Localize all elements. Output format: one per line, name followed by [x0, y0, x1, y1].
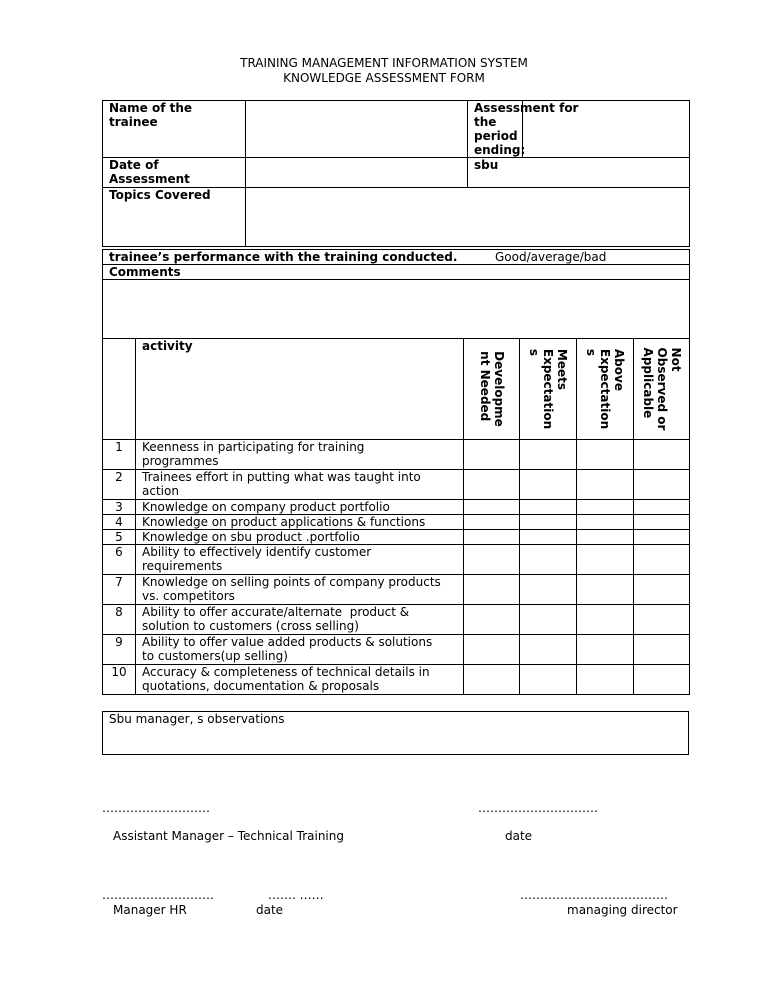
col-not-observed: Not Observed or Applicable	[634, 339, 690, 440]
activity-row	[103, 545, 690, 575]
rating-development-needed-cell[interactable]	[464, 605, 520, 635]
form-title-line2: KNOWLEDGE ASSESSMENT FORM	[283, 71, 485, 85]
topics-label: Topics Covered	[103, 188, 246, 247]
performance-table	[102, 249, 690, 695]
rating-not-observed-cell[interactable]	[634, 530, 690, 545]
rating-development-needed-cell[interactable]	[464, 635, 520, 665]
rating-meets-expectations-cell[interactable]	[520, 470, 577, 500]
activity-row-number: 8	[103, 605, 136, 635]
date-label-2: date	[256, 903, 284, 917]
rating-meets-expectations-cell[interactable]	[520, 530, 577, 545]
rating-not-observed-cell[interactable]	[634, 575, 690, 605]
trainee-name-field[interactable]	[246, 101, 468, 158]
rating-not-observed-cell[interactable]	[634, 545, 690, 575]
activity-description: Trainees effort in putting what was taught into action	[136, 470, 464, 500]
topics-field[interactable]	[246, 188, 690, 247]
rating-development-needed-cell[interactable]	[464, 515, 520, 530]
rating-not-observed-cell[interactable]	[634, 500, 690, 515]
observations-table	[102, 711, 689, 755]
activity-row	[103, 470, 690, 500]
activity-row-number: 7	[103, 575, 136, 605]
activity-row	[103, 665, 690, 695]
activity-row-number: 3	[103, 500, 136, 515]
signature-line-asst-manager[interactable]: ………………………	[102, 801, 210, 815]
rating-development-needed-cell[interactable]	[464, 530, 520, 545]
date-label-1: date	[505, 829, 533, 843]
row-number-header	[103, 339, 136, 440]
activity-row	[103, 605, 690, 635]
signature-line-date-2[interactable]: ……. ……	[268, 888, 324, 902]
col-meets-expectations: Meets Expectation s	[520, 339, 577, 440]
col-development-needed: Developme nt Needed	[464, 339, 520, 440]
assessment-date-label: Date of Assessment	[103, 158, 246, 188]
manager-hr-label: Manager HR	[113, 903, 187, 917]
activity-description: Knowledge on product applications & functions	[136, 515, 464, 530]
rating-development-needed-cell[interactable]	[464, 545, 520, 575]
activity-row-number: 9	[103, 635, 136, 665]
rating-above-expectations-cell[interactable]	[577, 605, 634, 635]
activity-description: Ability to effectively identify customer requirements	[136, 545, 464, 575]
rating-development-needed-cell[interactable]	[464, 575, 520, 605]
rating-above-expectations-cell[interactable]	[577, 545, 634, 575]
rating-development-needed-cell[interactable]	[464, 470, 520, 500]
rating-options[interactable]: Good/average/bad	[495, 250, 607, 264]
form-title-line1: TRAINING MANAGEMENT INFORMATION SYSTEM	[240, 56, 528, 70]
trainee-name-label: Name of the trainee	[103, 101, 246, 158]
rating-not-observed-cell[interactable]	[634, 440, 690, 470]
rating-meets-expectations-cell[interactable]	[520, 605, 577, 635]
activity-row	[103, 515, 690, 530]
activity-header: activity	[136, 339, 464, 440]
managing-director-label: managing director	[567, 903, 678, 917]
rating-above-expectations-cell[interactable]	[577, 515, 634, 530]
signature-line-manager-hr[interactable]: ……………………….	[102, 888, 214, 902]
activity-description: Knowledge on company product portfolio	[136, 500, 464, 515]
rating-not-observed-cell[interactable]	[634, 665, 690, 695]
rating-meets-expectations-cell[interactable]	[520, 440, 577, 470]
rating-above-expectations-cell[interactable]	[577, 470, 634, 500]
rating-development-needed-cell[interactable]	[464, 500, 520, 515]
rating-meets-expectations-cell[interactable]	[520, 635, 577, 665]
rating-not-observed-cell[interactable]	[634, 605, 690, 635]
activity-description: Ability to offer value added products & solutions to customers(up selling)	[136, 635, 464, 665]
activity-description: Accuracy & completeness of technical details in quotations, documentation & proposals	[136, 665, 464, 695]
activity-row-number: 4	[103, 515, 136, 530]
comments-field[interactable]	[103, 280, 690, 339]
col-above-expectations: Above Expectation s	[577, 339, 634, 440]
activity-row	[103, 530, 690, 545]
activity-row-number: 2	[103, 470, 136, 500]
activity-description: Ability to offer accurate/alternate product & solution to customers (cross selling)	[136, 605, 464, 635]
rating-above-expectations-cell[interactable]	[577, 500, 634, 515]
rating-meets-expectations-cell[interactable]	[520, 545, 577, 575]
rating-meets-expectations-cell[interactable]	[520, 665, 577, 695]
activity-description: Keenness in participating for training programmes	[136, 440, 464, 470]
rating-meets-expectations-cell[interactable]	[520, 515, 577, 530]
observations-field[interactable]	[103, 712, 689, 755]
activity-row-number: 1	[103, 440, 136, 470]
observations-label: Sbu manager, s observations	[109, 712, 285, 726]
period-label: Assessment for the period ending:	[468, 101, 523, 158]
comments-label: Comments	[103, 265, 690, 280]
rating-meets-expectations-cell[interactable]	[520, 500, 577, 515]
activity-row-number: 10	[103, 665, 136, 695]
asst-manager-label: Assistant Manager – Technical Training	[113, 829, 344, 843]
rating-development-needed-cell[interactable]	[464, 665, 520, 695]
activity-row-number: 6	[103, 545, 136, 575]
rating-not-observed-cell[interactable]	[634, 515, 690, 530]
rating-above-expectations-cell[interactable]	[577, 665, 634, 695]
activity-row	[103, 575, 690, 605]
activity-row-number: 5	[103, 530, 136, 545]
performance-statement-row	[103, 250, 690, 265]
rating-above-expectations-cell[interactable]	[577, 635, 634, 665]
rating-above-expectations-cell[interactable]	[577, 440, 634, 470]
activity-row	[103, 635, 690, 665]
assessment-date-field[interactable]	[246, 158, 468, 188]
rating-above-expectations-cell[interactable]	[577, 575, 634, 605]
sbu-label[interactable]: sbu	[468, 158, 690, 188]
signature-line-managing-director[interactable]: ……………………………….	[520, 888, 668, 902]
activity-row	[103, 500, 690, 515]
rating-not-observed-cell[interactable]	[634, 635, 690, 665]
performance-statement: trainee’s performance with the training conducted.	[109, 250, 458, 264]
trainee-info-table	[102, 100, 690, 247]
activity-description: Knowledge on sbu product .portfolio	[136, 530, 464, 545]
activity-description: Knowledge on selling points of company products vs. competitors	[136, 575, 464, 605]
rating-meets-expectations-cell[interactable]	[520, 575, 577, 605]
rating-development-needed-cell[interactable]	[464, 440, 520, 470]
signature-line-date-1[interactable]: …………………………	[478, 801, 598, 815]
rating-above-expectations-cell[interactable]	[577, 530, 634, 545]
activity-row	[103, 440, 690, 470]
rating-not-observed-cell[interactable]	[634, 470, 690, 500]
